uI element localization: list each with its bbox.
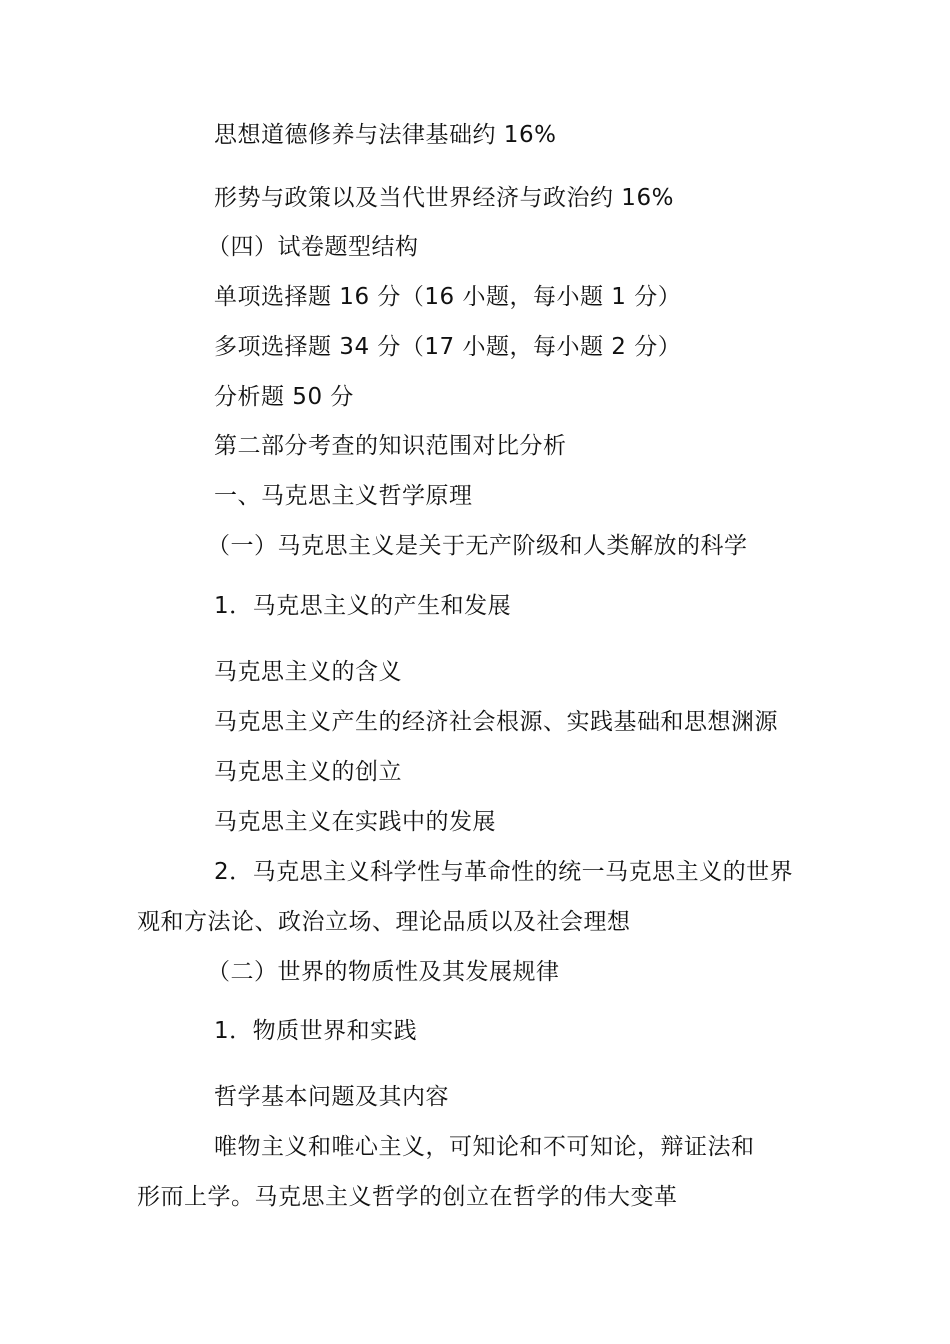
text-line: 分析题 50 分: [214, 384, 354, 410]
text-line: 马克思主义产生的经济社会根源、实践基础和思想渊源: [214, 709, 778, 735]
section-heading: （四）试卷题型结构: [207, 234, 419, 260]
subsection-heading: 1．马克思主义的产生和发展: [214, 593, 512, 619]
subsection-heading: 1．物质世界和实践: [214, 1018, 418, 1044]
text-line: 唯物主义和唯心主义，可知论和不可知论，辩证法和: [214, 1134, 755, 1160]
text-line: 单项选择题 16 分（16 小题，每小题 1 分）: [214, 284, 682, 310]
text-line: 形而上学。马克思主义哲学的创立在哲学的伟大变革: [137, 1184, 678, 1210]
subsection-heading: 2．马克思主义科学性与革命性的统一马克思主义的世界: [214, 859, 794, 885]
section-heading: 一、马克思主义哲学原理: [214, 483, 473, 509]
text-line: 观和方法论、政治立场、理论品质以及社会理想: [137, 909, 631, 935]
text-line: 马克思主义的含义: [214, 659, 402, 685]
text-line: 多项选择题 34 分（17 小题，每小题 2 分）: [214, 334, 682, 360]
text-line: 马克思主义的创立: [214, 759, 402, 785]
section-heading: （二）世界的物质性及其发展规律: [207, 959, 560, 985]
text-line: 哲学基本问题及其内容: [214, 1084, 449, 1110]
text-line: 马克思主义在实践中的发展: [214, 809, 496, 835]
text-line: 思想道德修养与法律基础约 16%: [214, 122, 557, 148]
text-line: 形势与政策以及当代世界经济与政治约 16%: [214, 185, 674, 211]
section-heading: 第二部分考查的知识范围对比分析: [214, 433, 567, 459]
section-heading: （一）马克思主义是关于无产阶级和人类解放的科学: [207, 533, 748, 559]
